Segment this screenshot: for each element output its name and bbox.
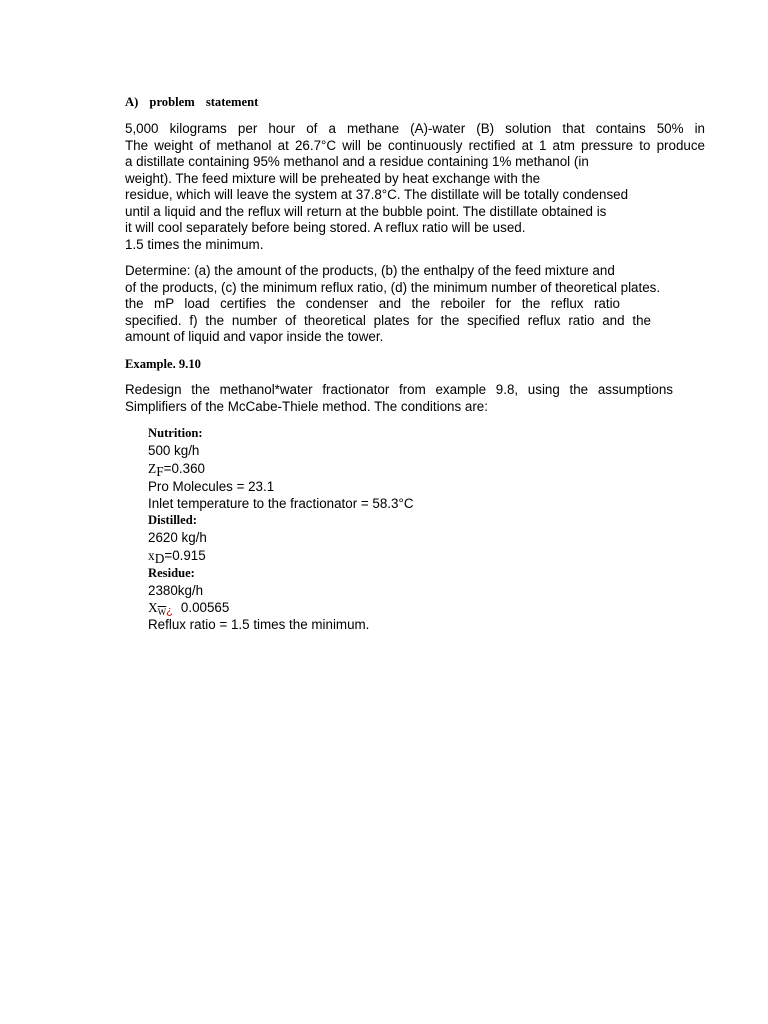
feed-composition xyxy=(148,459,548,478)
inlet-temperature-line: Inlet temperature to the fractionator = 58.3°C xyxy=(148,496,414,511)
residue-flow: 2380kg/h xyxy=(148,583,204,598)
paragraph-line: 5,000 kilograms per hour of a methane (A)-water (B) solution that contains 50% in xyxy=(125,121,705,136)
paragraph-line: amount of liquid and vapor inside the tower. xyxy=(125,329,384,344)
distillate-composition xyxy=(148,546,548,565)
xd-value: =0.915 xyxy=(164,548,206,563)
paragraph-line: of the products, (c) the minimum reflux ratio, (d) the minimum number of theoretical plates. xyxy=(125,279,661,295)
zf-subscript: F xyxy=(156,464,164,479)
paragraph-line: it will cool separately before being stored. A reflux ratio will be used. xyxy=(125,220,526,235)
paragraph-line: the mP load certifies the condenser and the reboiler for the reflux ratio xyxy=(125,296,620,311)
paragraph-line: Determine: (a) the amount of the products, (b) the enthalpy of the feed mixture and xyxy=(125,263,615,278)
example-heading: Example. 9.10 xyxy=(125,357,201,371)
xw-value: 0.00565 xyxy=(180,600,230,615)
zf-value: =0.360 xyxy=(163,461,205,476)
paragraph-line: until a liquid and the reflux will return at the bubble point. The distillate obtained is xyxy=(125,203,607,219)
xw-error-mark: ¿ xyxy=(166,605,173,617)
paragraph-line: residue, which will leave the system at 37.8°C. The distillate will be totally condensed xyxy=(125,187,629,202)
distilled-label: Distilled: xyxy=(148,513,197,527)
xd-symbol: x xyxy=(148,548,155,563)
example-paragraph xyxy=(125,382,705,415)
nutrition-flow: 500 kg/h xyxy=(148,443,200,458)
nutrition-label: Nutrition: xyxy=(148,426,203,440)
problem-paragraph xyxy=(125,121,705,253)
paragraph-line: Redesign the methanol*water fractionator from example 9.8, using the assumptions xyxy=(125,382,673,397)
reflux-ratio-line: Reflux ratio = 1.5 times the minimum. xyxy=(148,617,370,632)
xd-subscript: D xyxy=(154,551,165,566)
xw-symbol: X xyxy=(148,600,158,615)
paragraph-line: The weight of methanol at 26.7°C will be continuously rectified at 1 atm pressure to produce xyxy=(125,137,705,153)
determine-paragraph xyxy=(125,263,705,346)
paragraph-line: specified. f) the number of theoretical plates for the specified reflux ratio and the xyxy=(125,312,651,328)
distilled-flow: 2620 kg/h xyxy=(148,530,207,545)
residue-label: Residue: xyxy=(148,566,195,580)
xw-formula xyxy=(148,599,173,621)
molecules-line: Pro Molecules = 23.1 xyxy=(148,479,275,494)
conditions-list xyxy=(148,425,548,633)
paragraph-line: Simplifiers of the McCabe-Thiele method. The conditions are: xyxy=(125,398,488,414)
xw-subscript: W xyxy=(157,607,167,617)
paragraph-line: weight). The feed mixture will be preheated by heat exchange with the xyxy=(125,170,541,186)
zf-symbol: Z xyxy=(148,461,157,476)
problem-statement-heading: A) problem statement xyxy=(125,95,259,109)
paragraph-line: 1.5 times the minimum. xyxy=(125,236,264,252)
residue-composition xyxy=(148,599,548,616)
paragraph-line: a distillate containing 95% methanol and a residue containing 1% methanol (in xyxy=(125,154,589,169)
